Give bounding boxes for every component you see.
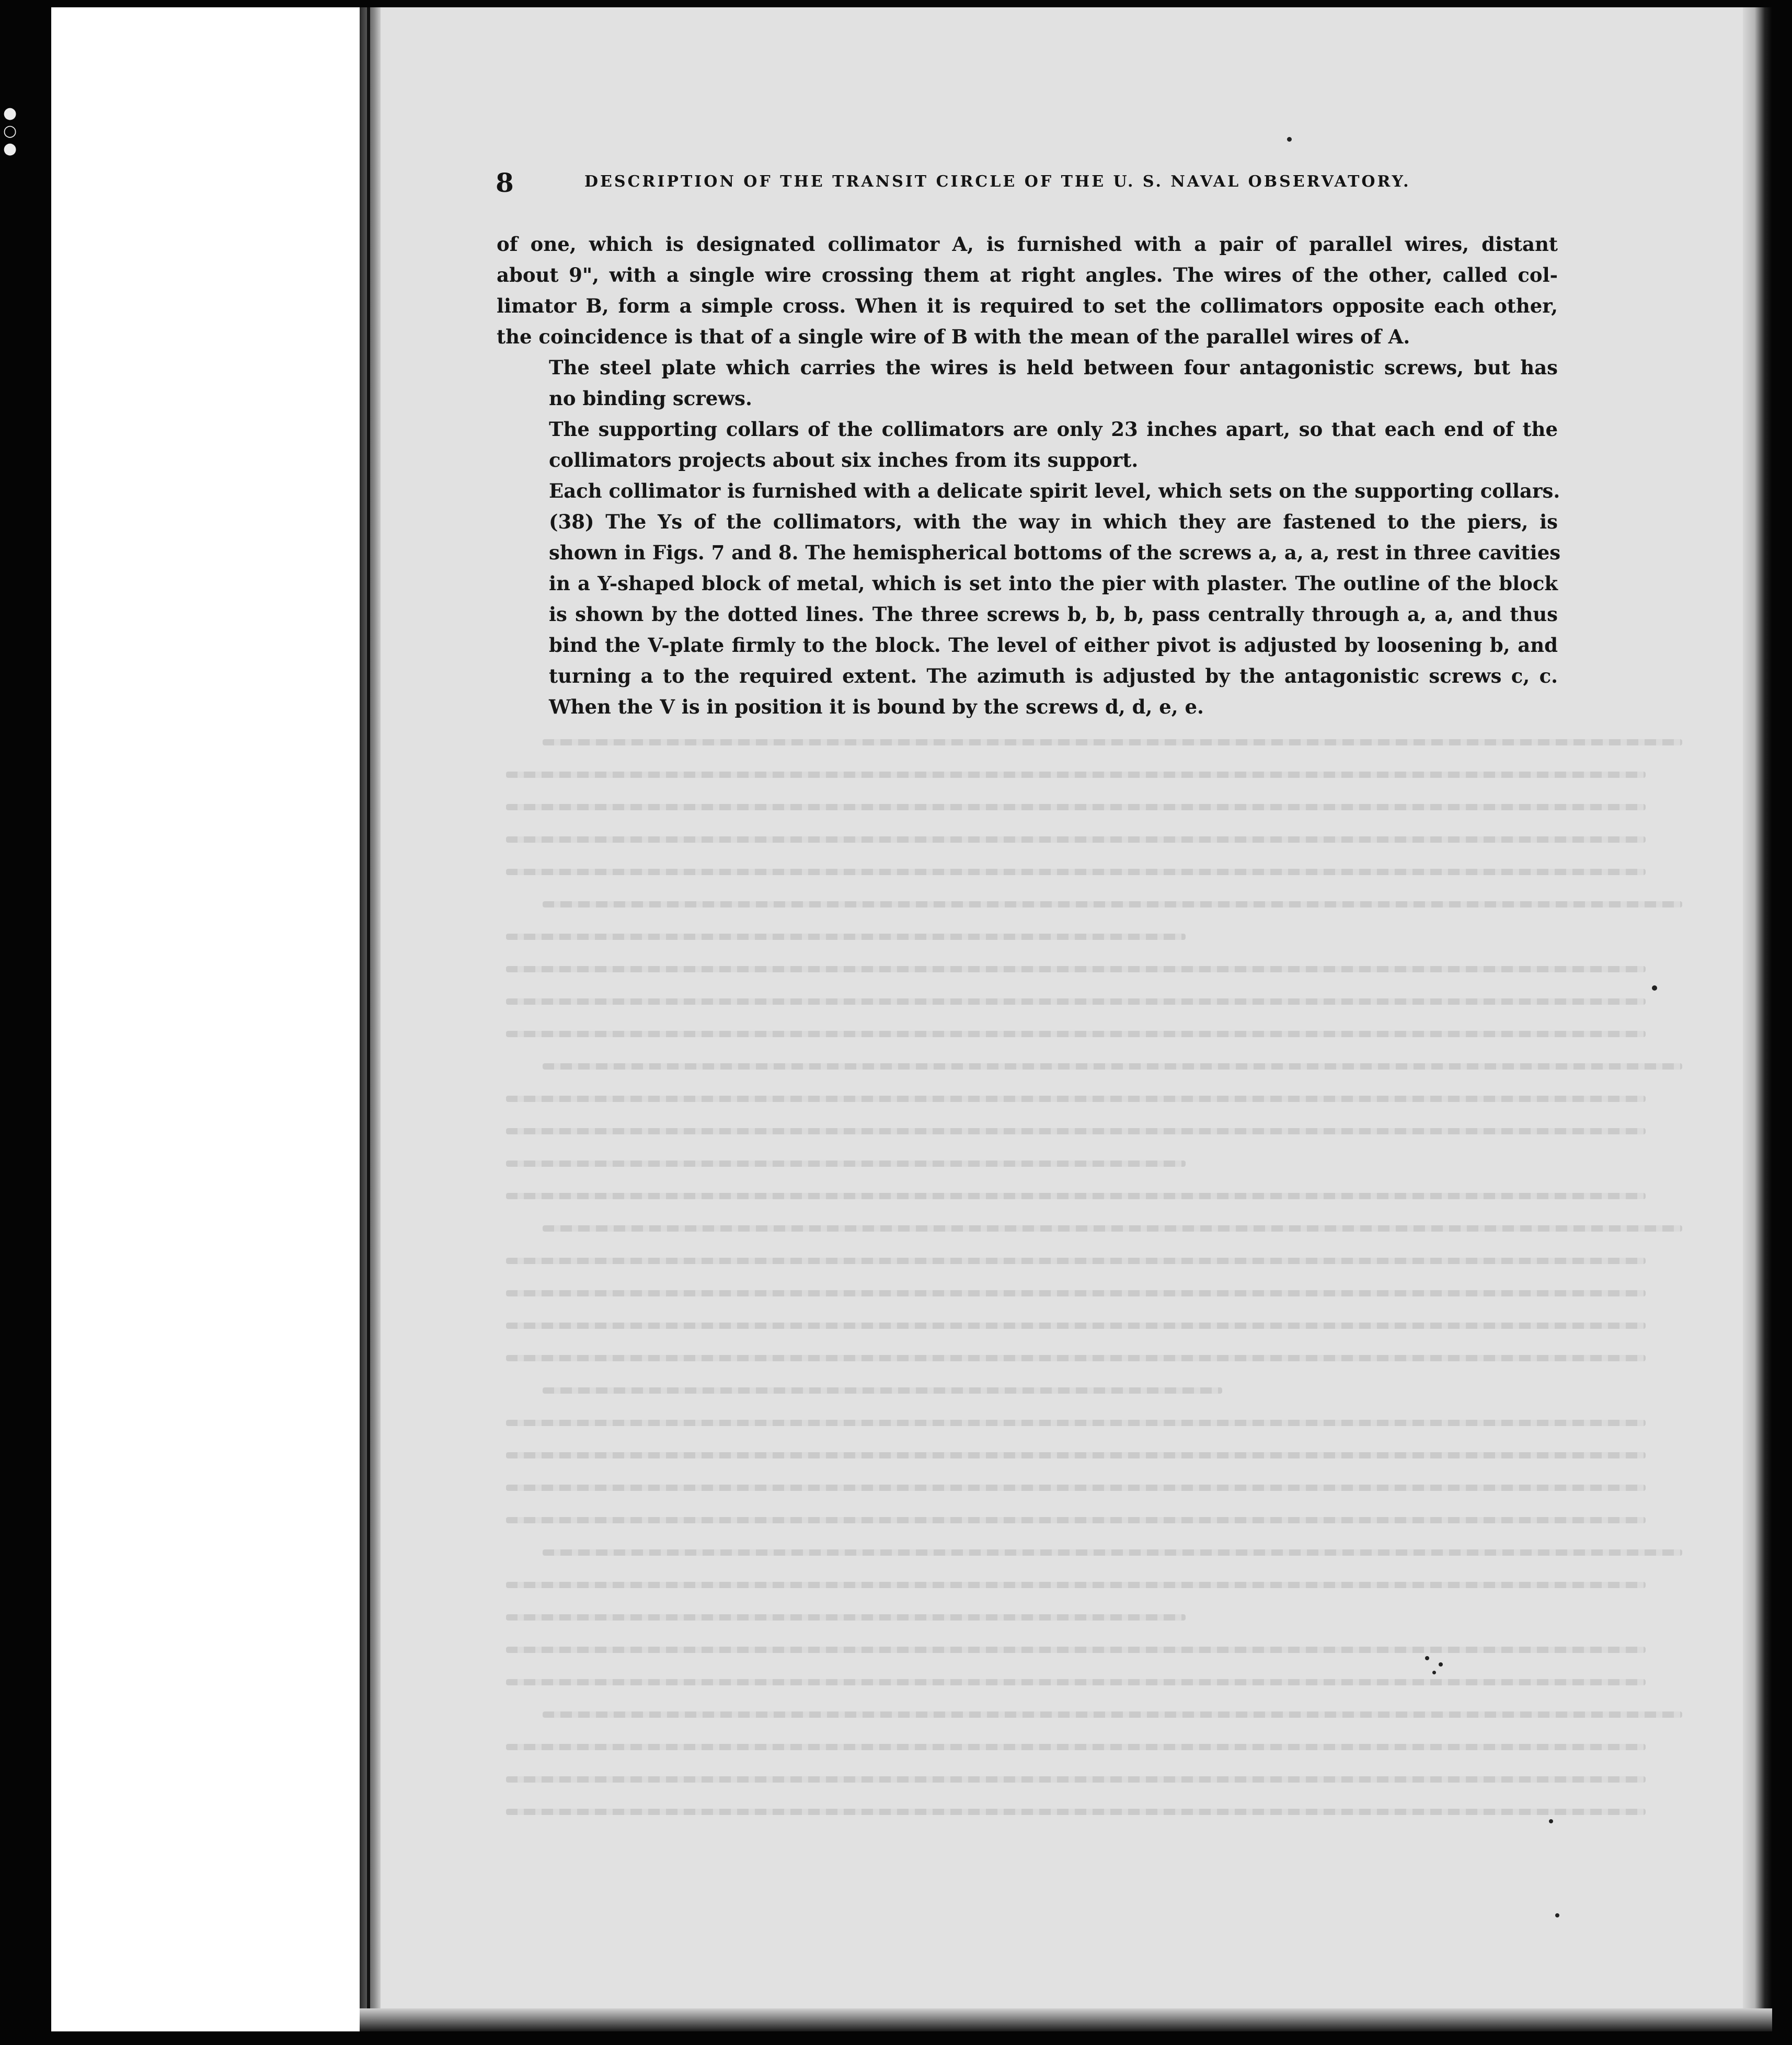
ghost-line	[506, 1258, 1646, 1264]
body-text	[497, 229, 1561, 722]
page-edge-right	[1743, 7, 1772, 2031]
ghost-line	[506, 1679, 1646, 1685]
text-line: in a Y-shaped block of metal, which is set into the pier with plaster. The outline of the block	[549, 572, 1558, 595]
paragraph	[497, 352, 1558, 414]
ghost-line	[543, 1225, 1682, 1232]
ghost-line	[506, 1776, 1646, 1783]
ghost-line	[506, 804, 1646, 810]
text-line: Each collimator is furnished with a delicate spirit level, which sets on the supporting collars.	[549, 479, 1560, 502]
ghost-line	[506, 1452, 1646, 1458]
ghost-line	[506, 1614, 1186, 1621]
text-line: The steel plate which carries the wires is held between four antagonistic screws, but has	[549, 356, 1558, 379]
ghost-line	[506, 1193, 1646, 1199]
ghost-line	[506, 1161, 1186, 1167]
paragraph	[497, 414, 1558, 476]
ghost-line	[506, 1128, 1646, 1134]
ghost-line	[506, 1517, 1646, 1523]
ghost-line	[506, 934, 1186, 940]
ghost-line	[506, 1744, 1646, 1750]
ghost-line	[543, 1711, 1682, 1718]
paragraph	[497, 476, 1558, 507]
ghost-line	[506, 1096, 1646, 1102]
text-line: is shown by the dotted lines. The three screws b, b, b, pass centrally through a, a, and thus	[549, 603, 1558, 626]
binding-edge	[367, 7, 370, 2031]
ghost-line	[543, 1063, 1682, 1070]
speck	[1549, 1819, 1553, 1823]
ghost-line	[506, 1582, 1646, 1588]
scanner-border-top	[0, 0, 1792, 7]
ghost-line	[506, 1290, 1646, 1296]
speck	[1652, 985, 1657, 991]
speck	[1439, 1662, 1443, 1667]
ghost-line	[506, 966, 1646, 972]
running-head	[496, 167, 1562, 201]
scanner-border-left	[0, 0, 51, 2045]
ghost-line	[506, 1809, 1646, 1815]
text-line: bind the V-plate firmly to the block. The level of either pivot is adjusted by loosening b, and	[549, 634, 1558, 657]
scanner-border-bottom	[0, 2031, 1792, 2045]
ghost-line	[506, 1647, 1646, 1653]
paragraph	[497, 229, 1558, 352]
speck	[1425, 1656, 1429, 1660]
text-line: shown in Figs. 7 and 8. The hemispherical bottoms of the screws a, a, a, rest in three cavities	[549, 541, 1561, 564]
page-number: 8	[496, 167, 514, 198]
ghost-line	[506, 772, 1646, 778]
text-line: about 9", with a single wire crossing them at right angles. The wires of the other, called col-	[497, 263, 1558, 286]
scanner-border-right	[1772, 0, 1792, 2045]
page-edge-bottom	[360, 2008, 1772, 2031]
text-line: turning a to the required extent. The azimuth is adjusted by the antagonistic screws c, c.	[549, 664, 1558, 687]
ghost-line	[506, 1420, 1646, 1426]
ghost-line	[506, 836, 1646, 843]
ghost-line	[506, 1031, 1646, 1037]
speck	[1555, 1913, 1559, 1917]
ghost-line	[543, 901, 1682, 907]
text-line: of one, which is designated collimator A, is furnished with a pair of parallel wires, distant	[497, 233, 1558, 256]
paragraph	[497, 507, 1561, 722]
text-line: When the V is in position it is bound by the screws d, d, e, e.	[549, 695, 1204, 718]
ghost-line	[543, 739, 1682, 745]
text-line: the coincidence is that of a single wire of B with the mean of the parallel wires of A.	[497, 325, 1410, 348]
speck	[1287, 137, 1292, 142]
binding-shadow	[360, 7, 381, 2031]
text-line: no binding screws.	[549, 387, 752, 410]
speck	[1432, 1671, 1436, 1674]
ghost-line	[506, 1485, 1646, 1491]
text-line: The supporting collars of the collimators are only 23 inches apart, so that each end of the	[549, 418, 1558, 441]
text-line: (38) The Ys of the collimators, with the way in which they are fastened to the piers, is	[549, 510, 1558, 533]
running-head-title: DESCRIPTION OF THE TRANSIT CIRCLE OF THE U. S. NAVAL OBSERVATORY.	[584, 173, 1411, 191]
ghost-line	[543, 1549, 1682, 1556]
ghost-line	[506, 869, 1646, 875]
margin-artifact: ● ○ ●	[3, 104, 17, 158]
text-line: collimators projects about six inches from its support.	[549, 449, 1139, 472]
ghost-line	[543, 1387, 1222, 1394]
ghost-line	[506, 998, 1646, 1005]
text-line: limator B, form a simple cross. When it is required to set the collimators opposite each other,	[497, 294, 1558, 317]
ghost-line	[506, 1355, 1646, 1361]
ghost-line	[506, 1323, 1646, 1329]
